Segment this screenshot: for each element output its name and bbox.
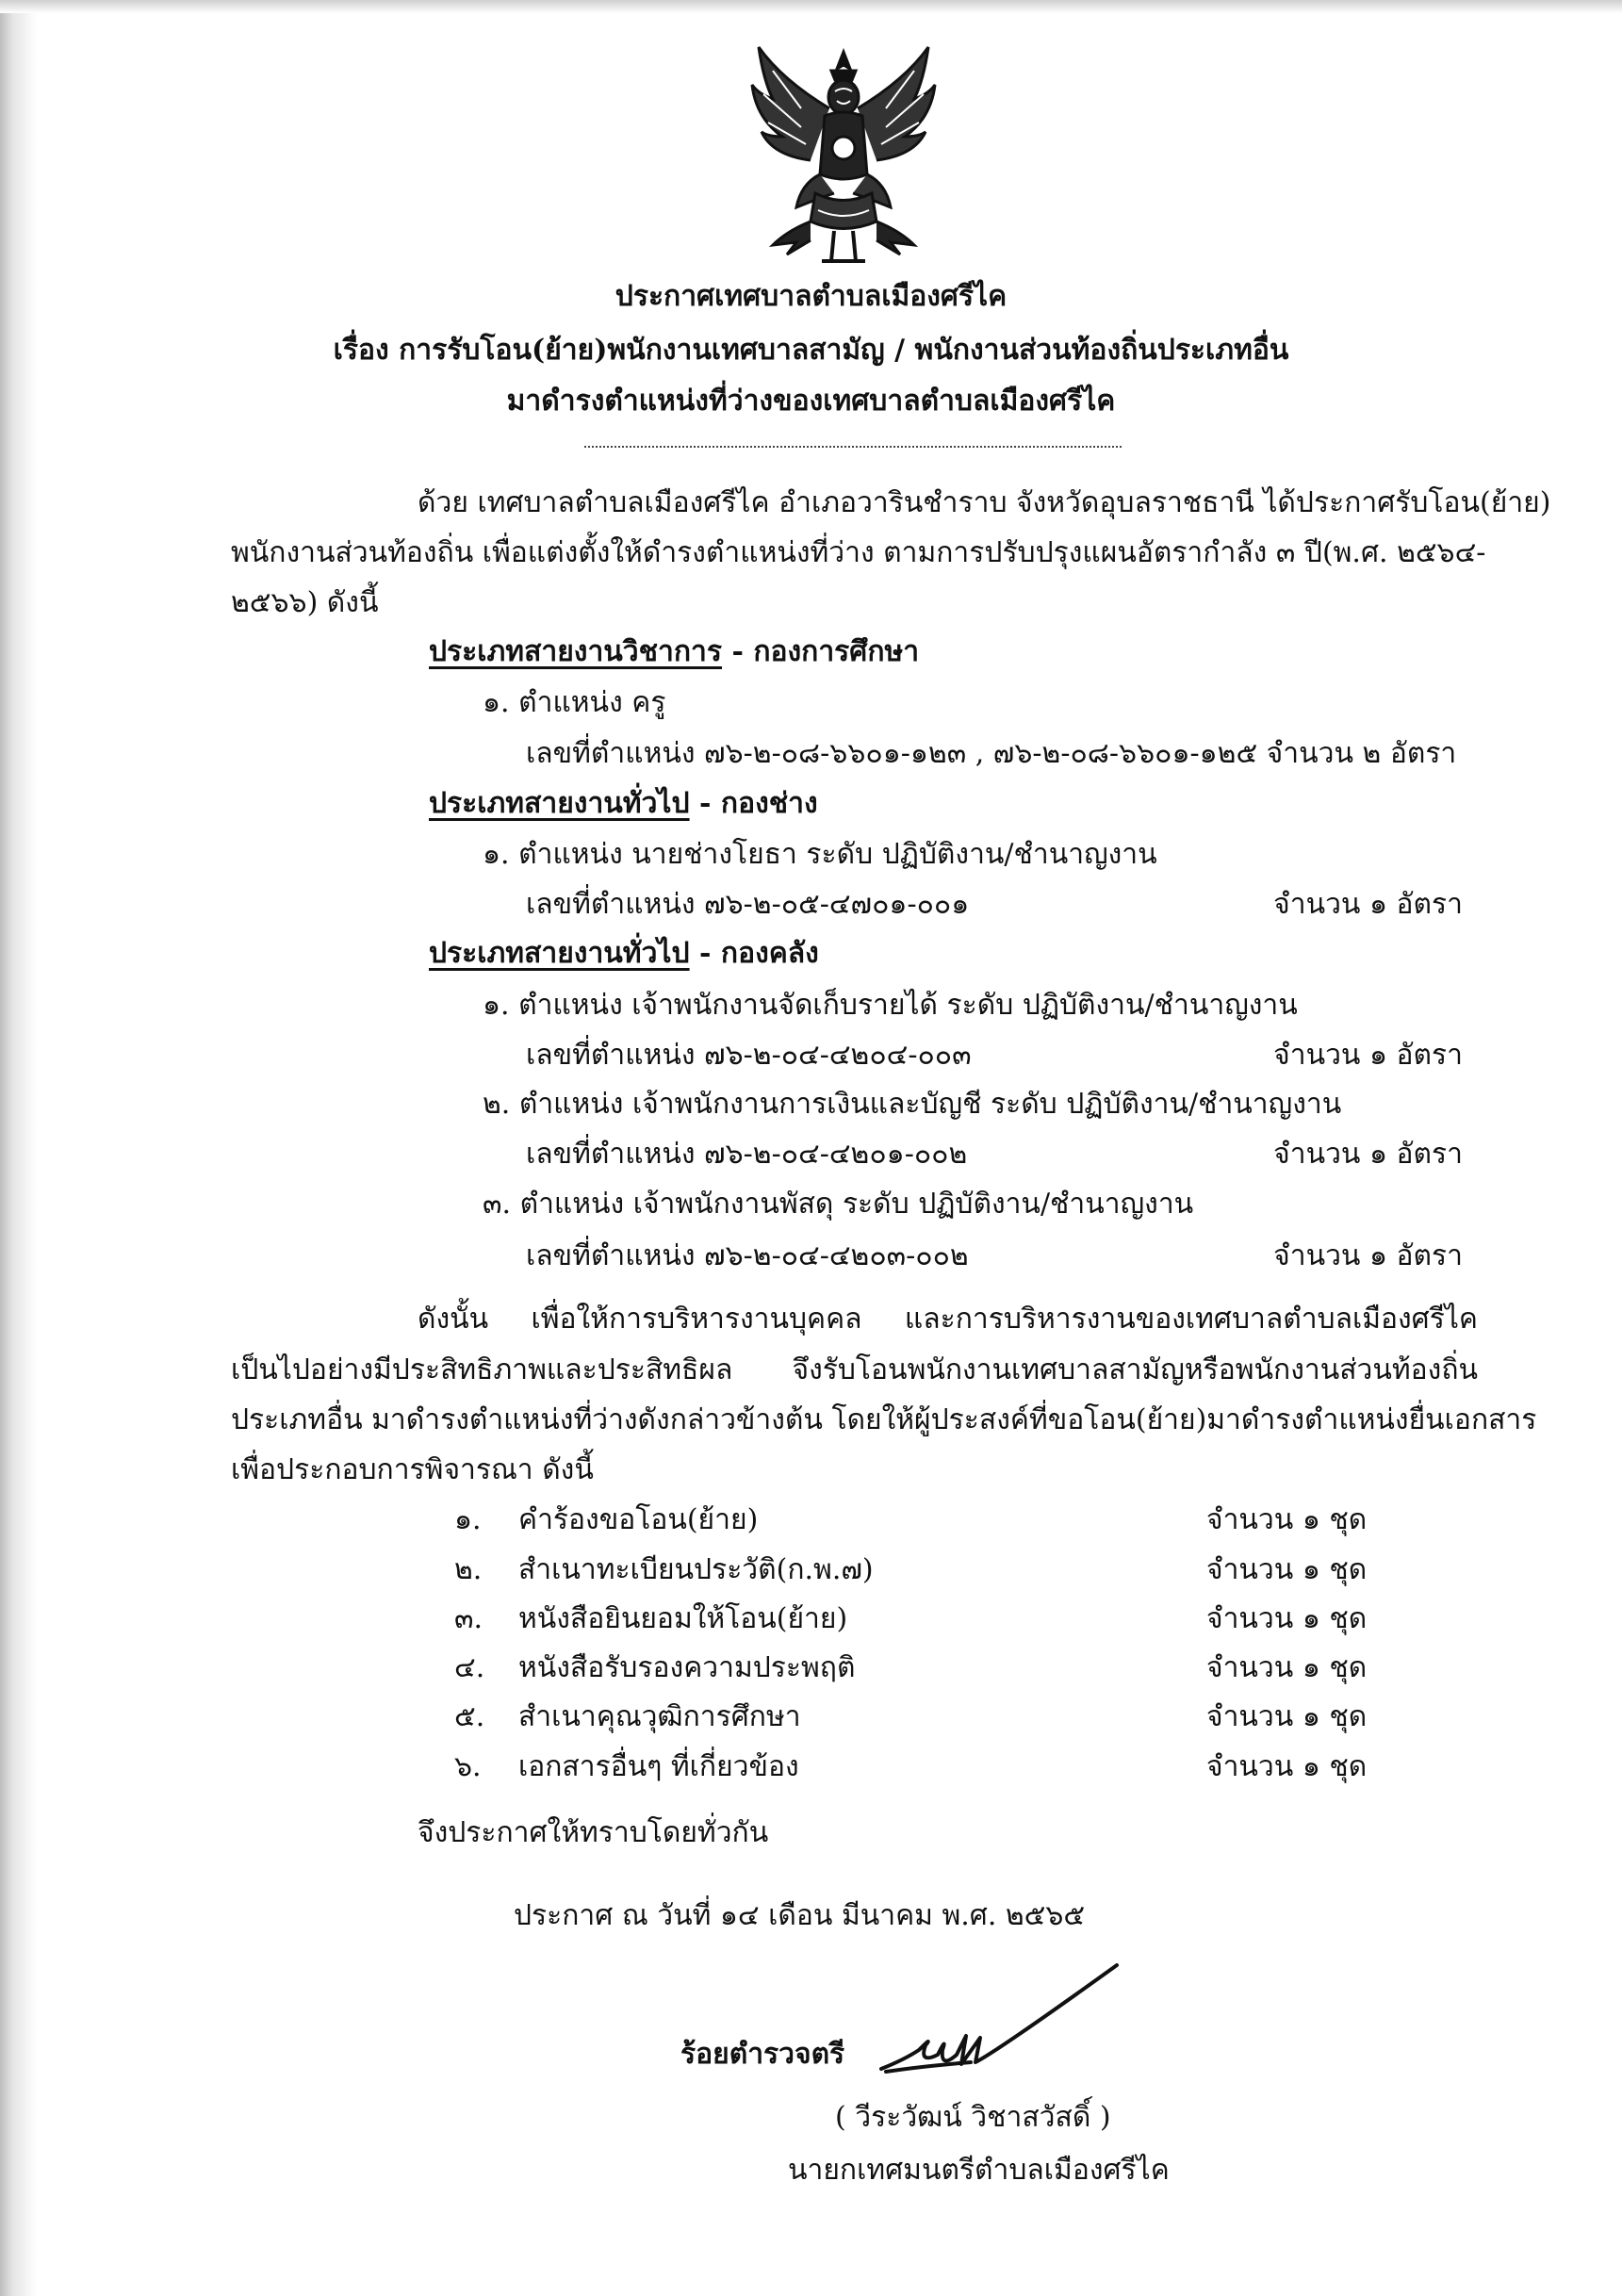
position-title: ๑. ตำแหน่ง นายช่างโยธา ระดับ ปฏิบัติงาน/ชำนาญงาน xyxy=(483,838,1157,871)
body-line-1: ดังนั้น เพื่อให้การบริหารงานบุคคล และการบริหารงานของเทศบาลตำบลเมืองศรีไค xyxy=(418,1303,1478,1336)
signer-name: ( วีระวัฒน์ วิชาสวัสดิ์ ) xyxy=(835,2101,1111,2134)
document-number: ๒. xyxy=(454,1553,483,1586)
position-title: ๒. ตำแหน่ง เจ้าพนักงานการเงินและบัญชี ระดับ ปฏิบัติงาน/ชำนาญงาน xyxy=(483,1088,1342,1121)
position-number: เลขที่ตำแหน่ง ๗๖-๒-๐๔-๔๒๐๓-๐๐๒ xyxy=(526,1239,969,1272)
document-name: สำเนาคุณวุฒิการศึกษา xyxy=(518,1700,801,1733)
position-count: จำนวน ๑ อัตรา xyxy=(1273,1138,1463,1171)
section-division: - กองการศึกษา xyxy=(722,635,920,668)
document-name: หนังสือยินยอมให้โอน(ย้าย) xyxy=(518,1602,848,1635)
position-number: เลขที่ตำแหน่ง ๗๖-๒-๐๔-๔๒๐๔-๐๐๓ xyxy=(526,1039,972,1072)
document-count: จำนวน ๑ ชุด xyxy=(1206,1553,1368,1586)
document-name: เอกสารอื่นๆ ที่เกี่ยวข้อง xyxy=(518,1750,799,1783)
intro-line-2: พนักงานส่วนท้องถิ่น เพื่อแต่งตั้งให้ดำรงตำแหน่งที่ว่าง ตามการปรับปรุงแผนอัตรากำลัง ๓ ปี(พ.ศ. ๒๕๖๔- xyxy=(231,536,1486,569)
section-heading xyxy=(429,635,920,668)
announcement-subject: เรื่อง การรับโอน(ย้าย)พนักงานเทศบาลสามัญ / พนักงานส่วนท้องถิ่นประเภทอื่น xyxy=(333,334,1289,367)
document-number: ๑. xyxy=(454,1503,482,1536)
position-number: เลขที่ตำแหน่ง ๗๖-๒-๐๘-๖๖๐๑-๑๒๓ , ๗๖-๒-๐๘-๖๖๐๑-๑๒๕ จำนวน ๒ อัตรา xyxy=(526,737,1457,770)
document-count: จำนวน ๑ ชุด xyxy=(1206,1503,1368,1536)
closing-announce: จึงประกาศให้ทราบโดยทั่วกัน xyxy=(418,1816,769,1849)
body-line-3: ประเภทอื่น มาดำรงตำแหน่งที่ว่างดังกล่าวข้างต้น โดยให้ผู้ประสงค์ที่ขอโอน(ย้าย)มาดำรงตำแหน่งยื่นเอกสาร xyxy=(231,1403,1537,1436)
document-number: ๕. xyxy=(454,1700,485,1733)
intro-line-3: ๒๕๖๖) ดังนี้ xyxy=(231,586,379,619)
intro-line-1: ด้วย เทศบาลตำบลเมืองศรีไค อำเภอวารินชำราบ จังหวัดอุบลราชธานี ได้ประกาศรับโอน(ย้าย) xyxy=(418,486,1551,519)
document-name: หนังสือรับรองความประพฤติ xyxy=(518,1651,856,1684)
signer-position: นายกเทศมนตรีตำบลเมืองศรีไค xyxy=(788,2154,1170,2187)
document-count: จำนวน ๑ ชุด xyxy=(1206,1651,1368,1684)
announce-date: ประกาศ ณ วันที่ ๑๔ เดือน มีนาคม พ.ศ. ๒๕๖๕ xyxy=(514,1899,1086,1932)
section-heading xyxy=(429,937,819,970)
document-number: ๖. xyxy=(454,1750,482,1783)
position-count: จำนวน ๑ อัตรา xyxy=(1273,888,1463,921)
position-number: เลขที่ตำแหน่ง ๗๖-๒-๐๔-๔๒๐๑-๐๐๒ xyxy=(526,1138,968,1171)
position-count: จำนวน ๑ อัตรา xyxy=(1273,1039,1463,1072)
section-division: - กองช่าง xyxy=(689,787,818,820)
document-count: จำนวน ๑ ชุด xyxy=(1206,1700,1368,1733)
scan-shadow-top xyxy=(0,0,1622,13)
position-number: เลขที่ตำแหน่ง ๗๖-๒-๐๕-๔๗๐๑-๐๐๑ xyxy=(526,888,970,921)
section-heading xyxy=(429,787,818,820)
signature-icon xyxy=(867,1960,1122,2092)
garuda-emblem-icon xyxy=(745,42,942,269)
document-count: จำนวน ๑ ชุด xyxy=(1206,1750,1368,1783)
document-number: ๔. xyxy=(454,1651,485,1684)
position-count: จำนวน ๑ อัตรา xyxy=(1273,1239,1463,1272)
body-line-2: เป็นไปอย่างมีประสิทธิภาพและประสิทธิผล จึงรับโอนพนักงานเทศบาลสามัญหรือพนักงานส่วนท้องถิ่น xyxy=(231,1353,1478,1386)
document-number: ๓. xyxy=(454,1602,483,1635)
position-title: ๑. ตำแหน่ง เจ้าพนักงานจัดเก็บรายได้ ระดับ ปฏิบัติงาน/ชำนาญงาน xyxy=(483,989,1298,1022)
announcement-subject-cont: มาดำรงตำแหน่งที่ว่างของเทศบาลตำบลเมืองศรีไค xyxy=(506,385,1116,418)
signer-rank: ร้อยตำรวจตรี xyxy=(680,2038,845,2071)
section-type: ประเภทสายงานทั่วไป xyxy=(429,787,690,820)
section-type: ประเภทสายงานวิชาการ xyxy=(429,635,722,668)
document-name: สำเนาทะเบียนประวัติ(ก.พ.๗) xyxy=(518,1553,874,1586)
document-name: คำร้องขอโอน(ย้าย) xyxy=(518,1503,759,1536)
announcement-title: ประกาศเทศบาลตำบลเมืองศรีไค xyxy=(614,280,1008,313)
body-line-4: เพื่อประกอบการพิจารณา ดังนี้ xyxy=(231,1453,594,1486)
position-title: ๓. ตำแหน่ง เจ้าพนักงานพัสดุ ระดับ ปฏิบัติงาน/ชำนาญงาน xyxy=(483,1188,1194,1221)
title-divider xyxy=(584,446,1122,448)
section-type: ประเภทสายงานทั่วไป xyxy=(429,937,690,970)
position-title: ๑. ตำแหน่ง ครู xyxy=(483,686,666,719)
section-division: - กองคลัง xyxy=(689,937,819,970)
document-count: จำนวน ๑ ชุด xyxy=(1206,1602,1368,1635)
